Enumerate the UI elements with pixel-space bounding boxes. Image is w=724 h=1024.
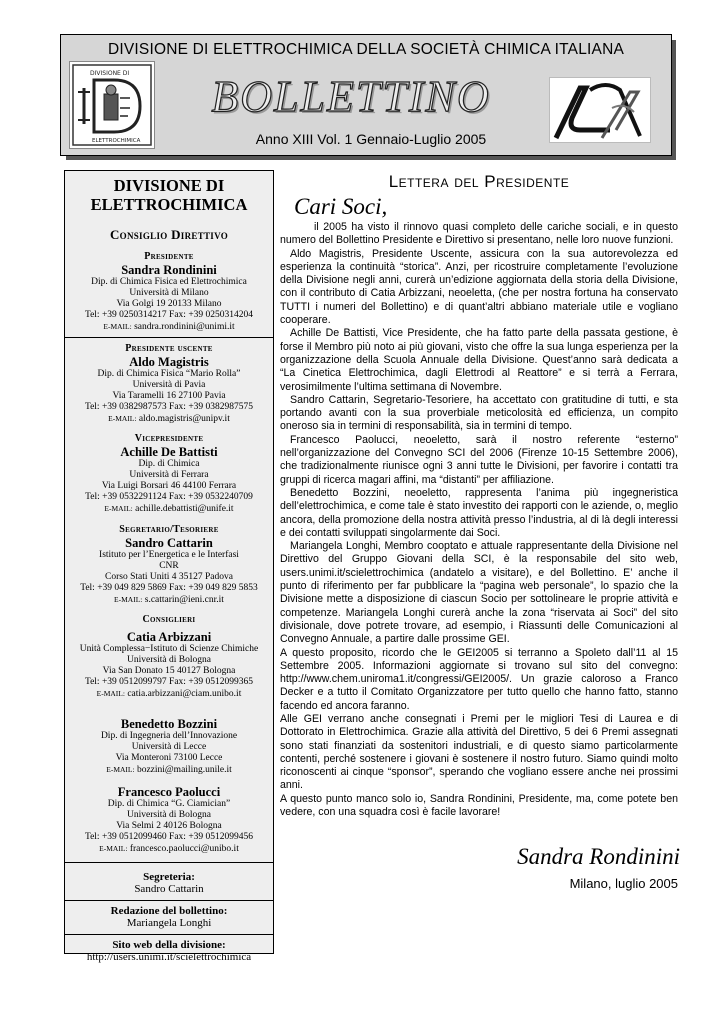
paragraph: Sandro Cattarin, Segretario-Tesoriere, ha accettato con gratitudine di tutti, e sta portando avanti con la sua proverbiale meticolosità ed efficienza, un compito oneroso sia in termini di responsabilità, sia in termini di tempo. [280,393,678,433]
member-dept: Dip. di Chimica Fisica “Mario Rolla” [97,368,241,379]
member-phone: Tel: +39 049 829 5869 Fax: +39 049 829 5853 [80,582,258,593]
website-heading: Sito web della divisione: [112,938,226,951]
website [65,939,273,963]
member-secretary [65,524,273,607]
paragraph: Alle GEI verrano anche consegnati i Premi per le migliori Tesi di Laurea e di Dottorato in Elettrochimica. Grazie alla attività del Direttivo, 5 dei 6 Premi assegnati sono stati finanziati da sostenitori industriali, e di questo siamo particolarmente contenti, perché sostenere i giovani è sostenere il nostro futuro. Siamo quindi molto riconoscenti ai cinque “sponsor”, sperando che vogliano essere anche nei prossimi anni. [280,712,678,792]
member-name: Catia Arbizzani [126,630,212,644]
letter-title [280,172,678,192]
member-email [65,764,273,777]
paragraph: Benedetto Bozzini, neoeletto, rappresenta l’anima più ingegneristica dell’elettrochimica, e come tale è stato investito dei rapporti con le aziende, o, meglio ancora, della promozione della nostra attività presso l’industria, al di là degli interessi e dei contatti sviluppati singolarmente dai Soci. [280,486,678,539]
member-dept: Dip. di Chimica “G. Ciamician” [107,799,231,809]
member-address: Corso Stati Uniti 4 35127 Padova [105,571,233,582]
member-name: Aldo Magistris [129,354,209,369]
email-address[interactable]: sandra.rondinini@unimi.it [134,322,235,332]
sidebar-title-line1: DIVISIONE DI [113,176,225,195]
masthead [60,34,672,156]
member-name: Francesco Paolucci [117,785,221,799]
sidebar-title-line2: ELETTROCHIMICA [90,195,248,214]
division-logo-graphic [70,62,154,148]
email-label: E-MAIL: [108,413,137,423]
paragraph: il 2005 ha visto il rinnovo quasi completo delle cariche sociali, e in questo numero del Bollettino Presidente e Direttivo si presentano, nelle loro nuove funzioni. [280,221,678,247]
member-university: Università di Bologna [127,810,211,820]
member-address: Via Golgi 19 20133 Milano [116,299,222,309]
divider [65,337,273,338]
member-phone: Tel: +39 0382987573 Fax: +39 0382987575 [84,401,254,412]
member-name: Benedetto Bozzini [120,716,218,731]
bulletin-title: BOLLETTINO [211,72,491,121]
member-role: Presidente uscente [125,342,213,354]
divider [65,934,273,935]
member-email [65,503,273,516]
paragraph: A questo punto manco solo io, Sandra Rondinini, Presidente, ma, come potete ben vedere, con una squadra così è facile lavorare! [280,792,678,819]
email-address[interactable]: francesco.paolucci@unibo.it [129,844,239,854]
editorial-value: Mariangela Longhi [126,916,212,929]
divider [65,862,273,863]
editorial [65,905,273,935]
society-logo [549,77,651,143]
issue-info: Anno XIII Vol. 1 Gennaio-Luglio 2005 [255,131,487,147]
member-email [65,843,273,856]
sidebar-title [65,176,273,214]
member-phone: Tel: +39 0532291124 Fax: +39 0532240709 [85,492,253,502]
paragraph: Achille De Battisti, Vice Presidente, che ha fatto parte della passata gestione, è forse il Membro più noto ai più giovani, visto che offre la sua lunga esperienza per la organizzazione della Scuola Annuale della Divisione. Quest’anno sarà dedicata a “La Cinetica Elettrochimica, dagli Elettrodi al Reattore” e si terrà a Ferrara, verosimilmente l’ultima settimana di Novembre. [280,327,678,393]
email-label: E-MAIL: [103,322,132,331]
letter-title-text: Lettera del Presidente [388,172,570,191]
email-label: E-MAIL: [114,594,143,604]
president-letter [280,172,678,819]
member-dept: Dip. di Chimica Fisica ed Elettrochimica [91,277,247,287]
member-councillor [65,785,273,863]
division-logo [69,61,155,149]
place-date: Milano, luglio 2005 [569,876,678,891]
paragraph: Mariangela Longhi, Membro cooptato e attuale rappresentante della Divisione nel Direttivo del Gruppo Giovani della SCI, è la responsabile del sito web, users.unimi.it/scielettrochimica (andatelo a visitare), e del Bollettino. E’ anche il punto di riferimento per far pubblicare la “pagina web personale”, lo spazio che la Divisione mette a disposizione di ciascun Socio per sottolineare le proprie attività e competenze. Mariangela Longhi curerà anche la zona “riservata ai Soci” del sito divisionale, dove potrete trovare, ad esempio, i Riassunti delle Comunicazioni al Convegno Annuale, a partire dalle prossime GEI. [280,540,678,646]
paragraph: Aldo Magistris, Presidente Uscente, assicura con la sua autorevolezza ed esperienza la continuità “storica”. Anzi, per ricostruire completamente l’evoluzione della Divisione negli anni, curerà un’edizione aggiornata della storia della Divisione, con il contributo di Catia Arbizzani, neoeletta, (che per nostra fortuna ha conservato TUTTI i numeri del Bollettino) e di quant’altri abbiano materiale utile e vogliano cooperare. [280,247,678,327]
member-university: Università di Bologna [127,655,211,665]
paragraph: A questo proposito, ricordo che le GEI2005 si terranno a Spoleto dall’11 al 15 Settembre 2005. Informazioni aggiornate si trovano sul sito del convegno: http://www.chem.uniroma1.it/congressi/GEI2005/. Un grazie caloroso a Franco Decker e a tutto il Comitato Organizzatore per tutto quello che hanno fatto, stanno facendo ed ancora faranno. [280,646,678,712]
board-sidebar [64,170,274,963]
member-councillor [65,614,273,701]
divider [65,900,273,901]
email-address[interactable]: bozzini@mailing.unile.it [136,764,232,775]
member-vice-president [65,433,273,516]
member-university: Università di Milano [129,288,209,298]
website-link[interactable]: http://users.unimi.it/scielettrochimica [86,950,252,963]
email-address[interactable]: achille.debattisti@unife.it [135,504,234,514]
email-label: E-MAIL: [99,844,128,853]
member-address: Via Taramelli 16 27100 Pavia [112,390,226,401]
salutation: Cari Soci, [294,194,388,219]
email-label: E-MAIL: [104,504,133,513]
email-address[interactable]: catia.arbizzani@ciam.unibo.it [127,689,242,699]
member-university: Università di Lecce [131,741,207,752]
logo-text-bottom: ELETTROCHIMICA [92,138,141,144]
member-phone: Tel: +39 0512099797 Fax: +39 0512099365 [84,677,254,687]
member-address: Via Selmi 2 40126 Bologna [116,821,222,831]
email-address[interactable]: aldo.magistris@unipv.it [138,413,230,424]
member-role: Consiglieri [142,614,196,625]
member-dept: Istituto per l’Energetica e le Interfasi [99,549,239,560]
member-dept: Dip. di Ingegneria dell’Innovazione [100,730,238,741]
secretariat-heading: Segreteria: [143,870,195,883]
member-phone: Tel: +39 0512099460 Fax: +39 0512099456 [84,832,254,842]
board-heading: Consiglio Direttivo [109,227,229,242]
member-president [65,251,273,338]
email-address[interactable]: s.cattarin@ieni.cnr.it [144,594,224,605]
member-role: Segretario/Tesoriere [119,523,219,535]
member-email [65,321,273,334]
paragraph: Francesco Paolucci, neoeletto, sarà il nostro referente “esterno” nell’organizzazione del Convegno SCI del 2006 (Firenze 10-15 Settembre 2006), che tradizionalmente riunisce ogni 3 anni tutte le Divisioni, per favorire i contatti tra gruppi di ricerca magari affini, ma “distanti” per affiliazione. [280,433,678,486]
secretariat [65,871,273,901]
member-dept: Dip. di Chimica [138,459,200,469]
member-phone: Tel: +39 0250314217 Fax: +39 0250314204 [84,310,254,320]
member-university: Università di Ferrara [129,470,209,480]
member-email [65,688,273,701]
member-councillor [65,717,273,777]
member-email [65,594,273,607]
member-address: Via Luigi Borsari 46 44100 Ferrara [101,481,237,491]
logo-text-top: DIVISIONE DI [90,70,130,77]
member-name: Sandro Cattarin [125,535,213,550]
member-name: Sandra Rondinini [121,263,217,277]
organization-name: DIVISIONE DI ELETTROCHIMICA DELLA SOCIETÀ CHIMICA ITALIANA [107,41,625,58]
letter-body [280,221,678,819]
member-address: Via Monteroni 73100 Lecce [115,752,223,763]
member-past-president [65,343,273,426]
member-university: CNR [159,560,179,571]
member-role: Presidente [144,251,194,262]
member-role: Vicepresidente [134,433,204,444]
email-label: E-MAIL: [106,764,135,774]
member-name: Achille De Battisti [120,445,218,459]
signature: Sandra Rondinini [517,844,680,869]
email-label: E-MAIL: [96,689,125,698]
member-dept: Unità Complessa−Istituto di Scienze Chimiche [79,644,259,654]
society-logo-graphic [550,78,650,142]
editorial-heading: Redazione del bollettino: [110,904,228,917]
secretariat-value: Sandro Cattarin [134,882,204,895]
member-university: Università di Pavia [132,379,206,390]
member-address: Via San Donato 15 40127 Bologna [102,666,236,676]
member-email [65,413,273,426]
